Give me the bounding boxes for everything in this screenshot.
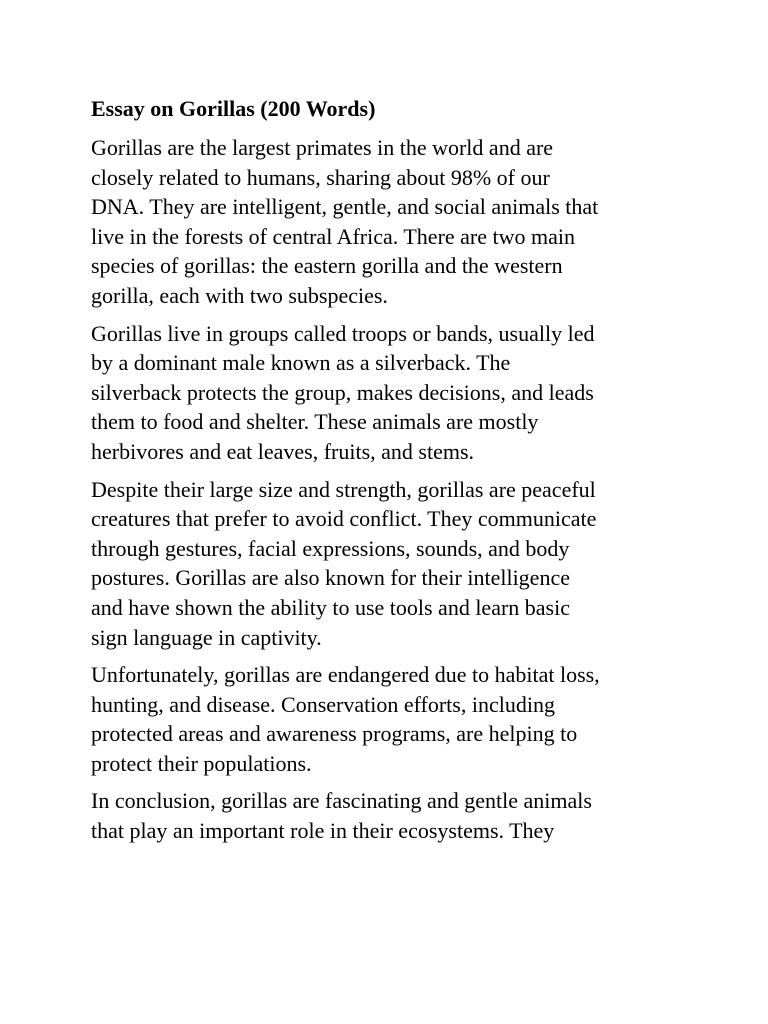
text-line: by a dominant male known as a silverback. The [91,350,511,376]
essay-title: Essay on Gorillas (200 Words) [91,96,376,121]
text-line: gorilla, each with two subspecies. [91,282,388,308]
document-body [91,93,681,854]
text-line: through gestures, facial expressions, sounds, and body [91,535,570,561]
text-line: Despite their large size and strength, gorillas are peaceful [91,476,596,502]
text-line: DNA. They are intelligent, gentle, and social animals that [91,194,599,220]
paragraph-3 [91,475,681,653]
text-line: them to food and shelter. These animals are mostly [91,409,539,435]
text-line: In conclusion, gorillas are fascinating and gentle animals [91,788,592,814]
text-line: that play an important role in their ecosystems. They [91,818,555,844]
text-line: herbivores and eat leaves, fruits, and stems. [91,438,475,464]
paragraph-5 [91,786,681,845]
text-line: and have shown the ability to use tools and learn basic [91,594,570,620]
paragraph-4 [91,660,681,778]
text-line: closely related to humans, sharing about 98% of our [91,164,550,190]
text-line: silverback protects the group, makes decisions, and leads [91,379,594,405]
paragraph-1 [91,133,681,311]
text-line: Unfortunately, gorillas are endangered due to habitat loss, [91,662,600,688]
paragraph-2 [91,319,681,467]
text-line: sign language in captivity. [91,624,322,650]
text-line: postures. Gorillas are also known for their intelligence [91,565,570,591]
text-line: hunting, and disease. Conservation efforts, including [91,691,555,717]
text-line: species of gorillas: the eastern gorilla and the western [91,253,563,279]
text-line: protected areas and awareness programs, are helping to [91,721,578,747]
text-line: live in the forests of central Africa. There are two main [91,223,576,249]
text-line: Gorillas live in groups called troops or bands, usually led [91,320,595,346]
text-line: Gorillas are the largest primates in the world and are [91,135,554,160]
text-line: creatures that prefer to avoid conflict. They communicate [91,506,597,532]
text-line: protect their populations. [91,750,312,776]
